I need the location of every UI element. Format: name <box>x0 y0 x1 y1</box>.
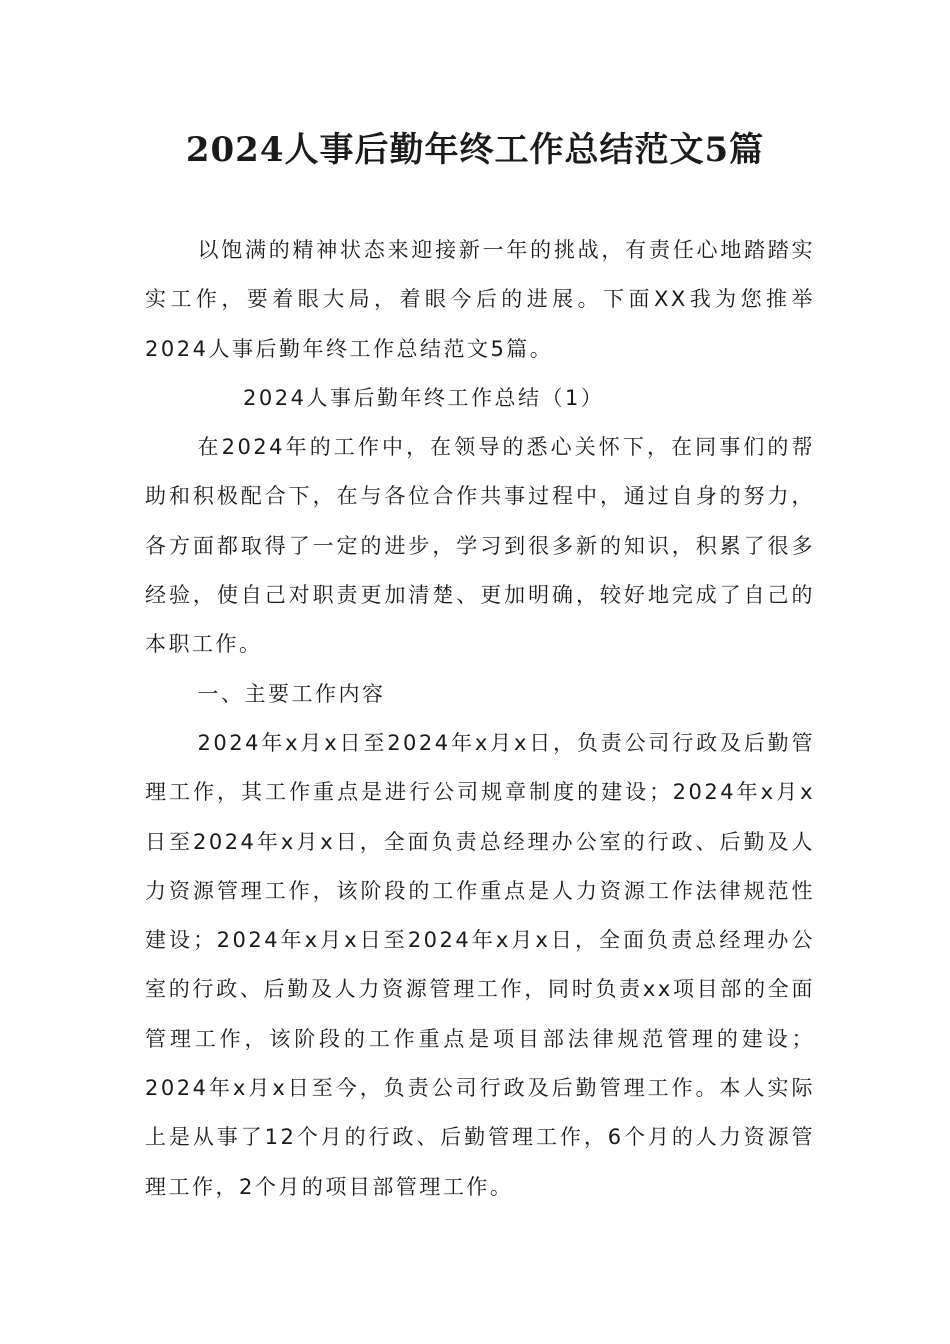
document-body <box>145 226 815 1212</box>
heading-main-work: 一、主要工作内容 <box>197 681 386 706</box>
paragraph-2: 2024年x月x日至2024年x月x日，负责公司行政及后勤管理工作，其工作重点是进行公司规章制度的建设；2024年x月x日至2024年x月x日，全面负责总经理办公室的行政、后勤及人力资源管理工作，该阶段的工作重点是人力资源工作法律规范性建设；2024年x月x日至2024年x月x日，全面负责总经理办公室的行政、后勤及人力资源管理工作，同时负责xx项目部的全面管理工作，该阶段的工作重点是项目部法律规范管理的建设；2024年x月x日至今，负责公司行政及后勤管理工作。本人实际上是从事了12个月的行政、后勤管理工作，6个月的人力资源管理工作，2个月的项目部管理工作。 <box>145 730 815 1199</box>
intro-paragraph: 以饱满的精神状态来迎接新一年的挑战，有责任心地踏踏实实工作，要着眼大局，着眼今后的进展。下面XX我为您推举2024人事后勤年终工作总结范文5篇。 <box>145 238 815 361</box>
paragraph-1: 在2024年的工作中，在领导的悉心关怀下，在同事们的帮助和积极配合下，在与各位合作共事过程中，通过自身的努力，各方面都取得了一定的进步，学习到很多新的知识，积累了很多经验，使自己对职责更加清楚、更加明确，较好地完成了自己的本职工作。 <box>145 435 815 657</box>
document-title: 2024人事后勤年终工作总结范文5篇 <box>185 130 765 170</box>
section-title: 2024人事后勤年终工作总结（1） <box>243 385 605 410</box>
